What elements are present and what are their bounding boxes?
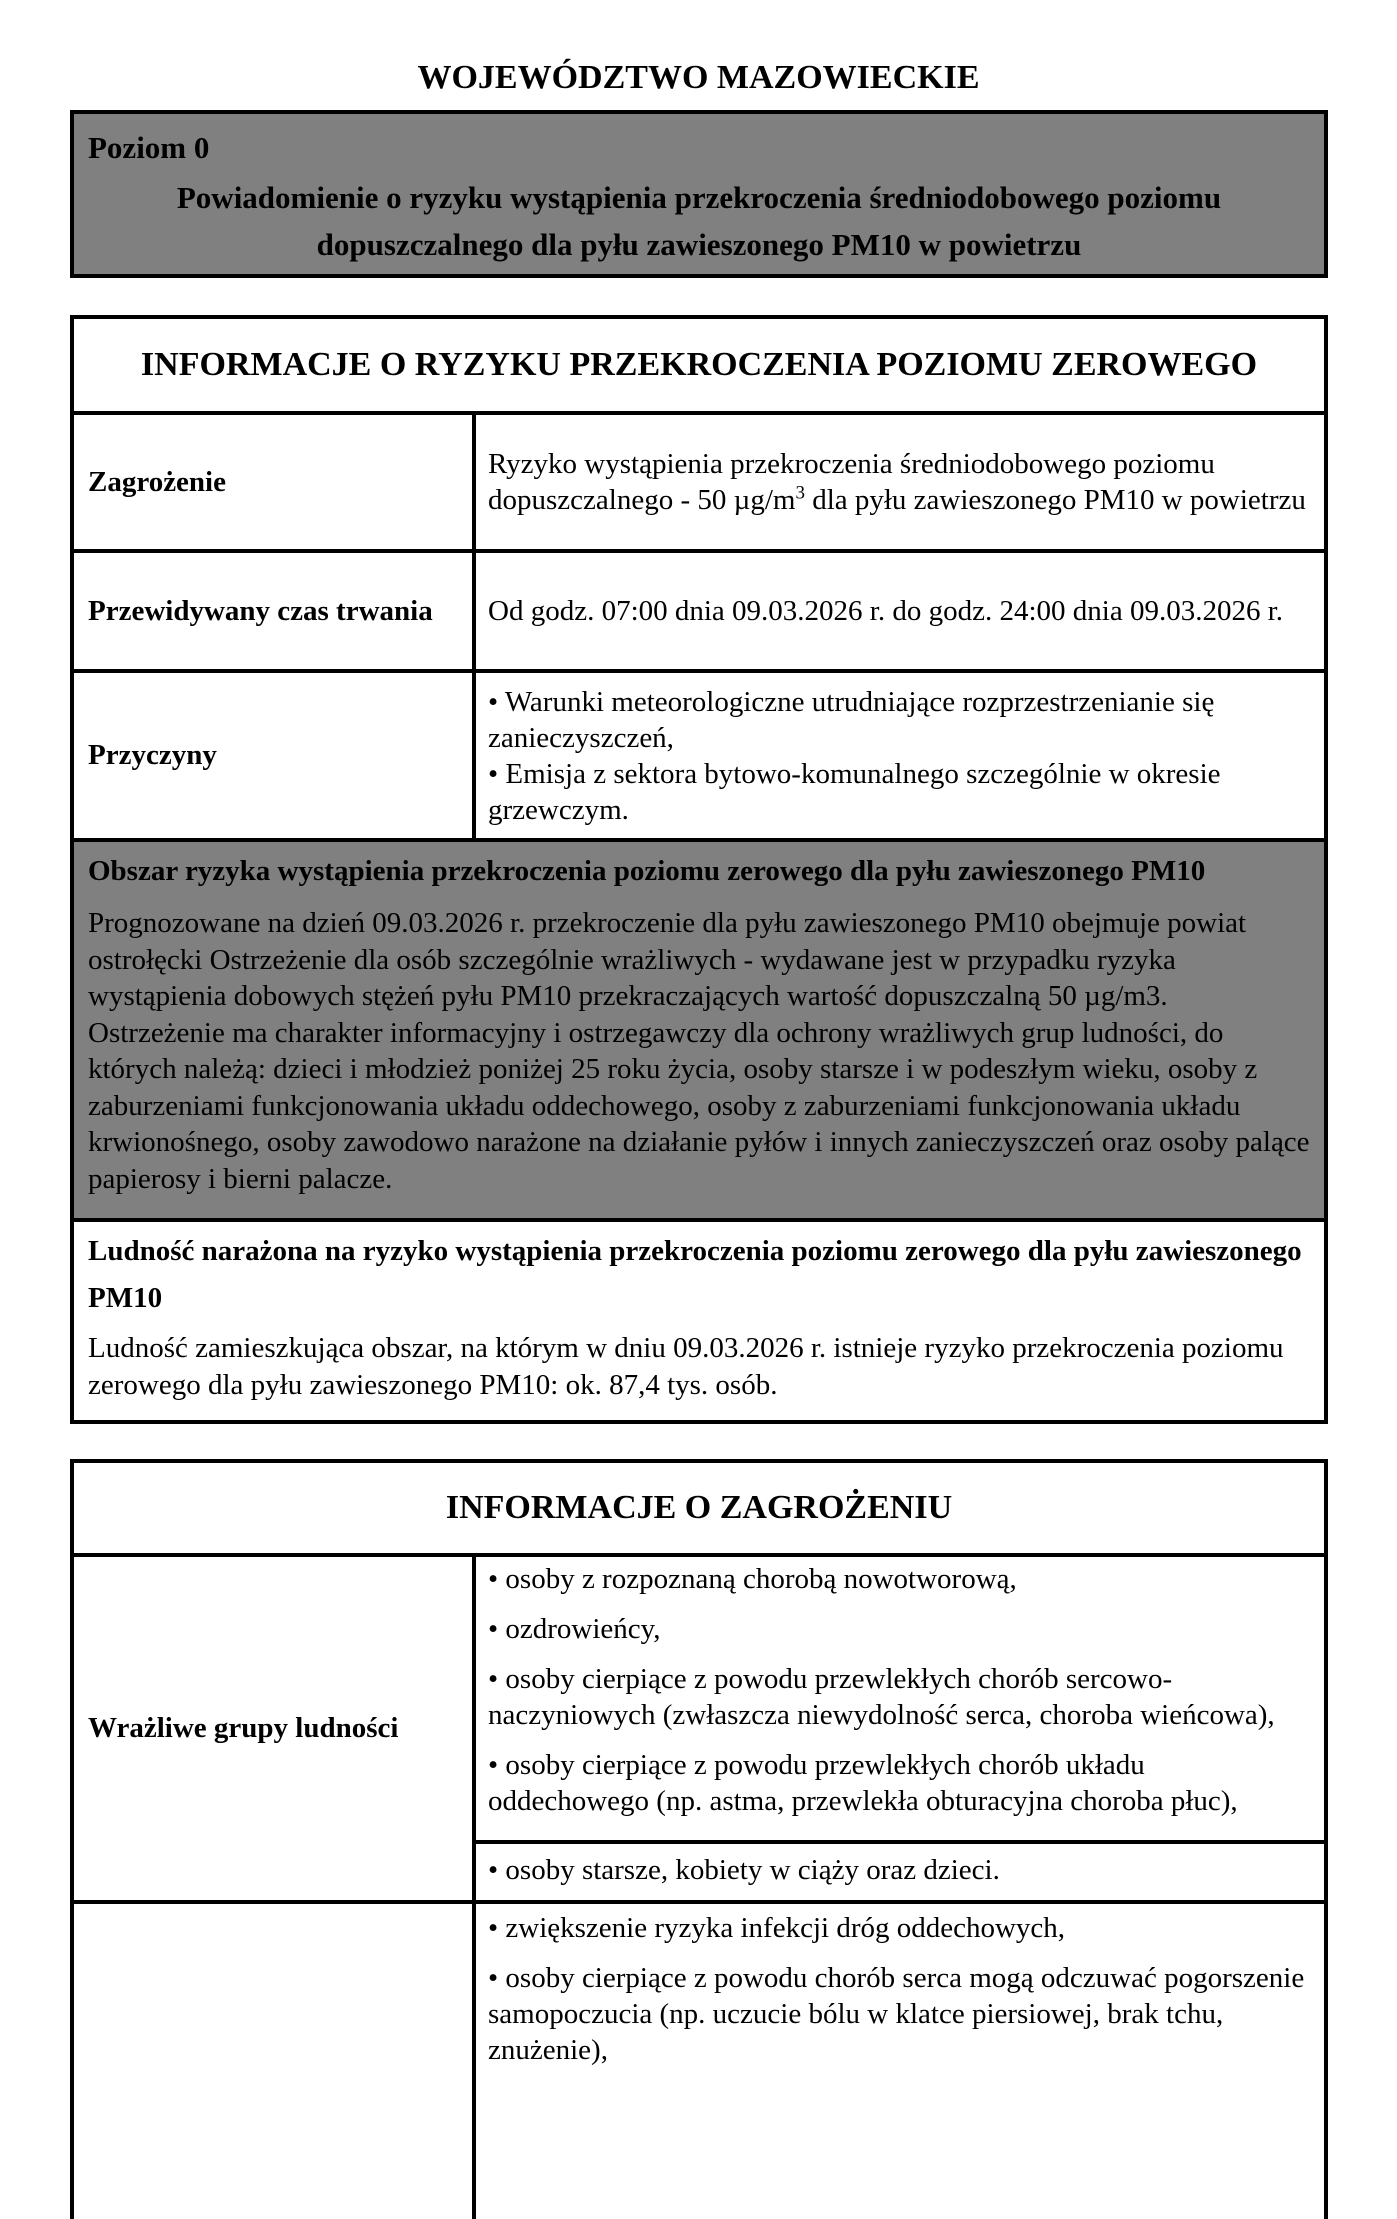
page-title: WOJEWÓDZTWO MAZOWIECKIE xyxy=(417,59,980,96)
alert-level-description: Powiadomienie o ryzyku wystąpienia przekroczenia średniodobowego poziomu dopuszczalnego dla pyłu zawieszonego PM10 w powietrzu xyxy=(176,180,1222,262)
exposed-population-section xyxy=(74,1218,1324,1420)
alert-level-label: Poziom 0 xyxy=(88,130,210,165)
vulnerable-groups-row xyxy=(74,1553,1324,1900)
threat-table-header: INFORMACJE O ZAGROŻENIU xyxy=(445,1489,953,1526)
threat-value-sup: 3 xyxy=(795,482,805,504)
vulnerable-group-item: • osoby cierpiące z powodu przewlekłych chorób sercowo-naczyniowych (zwłaszcza niewydolność serca, choroba wieńcowa), xyxy=(488,1663,1275,1731)
threat-row xyxy=(74,411,1324,549)
health-effects-label xyxy=(74,1904,476,2219)
cause-item: • Emisja z sektora bytowo-komunalnego szczególnie w okresie grzewczym. xyxy=(488,757,1221,826)
health-effect-item: • osoby cierpiące z powodu chorób serca mogą odczuwać pogorszenie samopoczucia (np. uczucie bólu w klatce piersiowej, brak tchu, znużenie), xyxy=(488,1962,1305,2066)
causes-value xyxy=(476,673,1324,838)
threat-value-text: Ryzyko wystąpienia przekroczenia średniodobowego poziomu dopuszczalnego - 50 µg/m xyxy=(488,448,1215,516)
threat-label: Zagrożenie xyxy=(74,415,476,549)
duration-row xyxy=(74,549,1324,669)
risk-table-header: INFORMACJE O RYZYKU PRZEKROCZENIA POZIOMU ZEROWEGO xyxy=(140,346,1258,383)
threat-value-text-end: dla pyłu zawieszonego PM10 w powietrzu xyxy=(804,484,1306,516)
cause-item: • Warunki meteorologiczne utrudniające rozprzestrzenianie się zanieczyszczeń, xyxy=(488,685,1215,754)
exposed-population-text: Ludność zamieszkująca obszar, na którym w dniu 09.03.2026 r. istnieje ryzyko przekroczenia poziomu zerowego dla pyłu zawieszonego PM10: ok. 87,4 tys. osób. xyxy=(88,1332,1284,1401)
exposed-population-title: Ludność narażona na ryzyko wystąpienia przekroczenia poziomu zerowego dla pyłu zawieszonego PM10 xyxy=(88,1235,1302,1314)
vulnerable-groups-label: Wrażliwe grupy ludności xyxy=(74,1557,476,1900)
causes-row xyxy=(74,669,1324,838)
vulnerable-group-extra: • osoby starsze, kobiety w ciąży oraz dzieci. xyxy=(476,1840,1324,1900)
risk-info-table xyxy=(70,315,1328,1424)
health-effects-row xyxy=(74,1900,1324,2219)
alert-level-box xyxy=(70,110,1328,278)
health-effects-list xyxy=(476,1904,1324,2219)
risk-area-title: Obszar ryzyka wystąpienia przekroczenia poziomu zerowego dla pyłu zawieszonego PM10 xyxy=(88,855,1206,887)
risk-area-section xyxy=(74,838,1324,1218)
risk-area-text: Prognozowane na dzień 09.03.2026 r. przekroczenie dla pyłu zawieszonego PM10 obejmuje powiat ostrołęcki Ostrzeżenie dla osób szczególnie wrażliwych - wydawane jest w przypadku ryzyka wystąpienia dobowych stężeń pyłu PM10 przekraczających wartość dopuszczalną 50 µg/m3. Ostrzeżenie ma charakter informacyjny i ostrzegawczy dla ochrony wrażliwych grup ludności, do których należą: dzieci i młodzież poniżej 25 roku życia, osoby starsze i w podeszłym wieku, osoby z zaburzeniami funkcjonowania układu oddechowego, osoby z zaburzeniami funkcjonowania układu krwionośnego, osoby zawodowo narażone na działanie pyłów i innych zanieczyszczeń oraz osoby palące papierosy i bierni palacze. xyxy=(88,907,1310,1195)
duration-value: Od godz. 07:00 dnia 09.03.2026 r. do godz. 24:00 dnia 09.03.2026 r. xyxy=(488,595,1284,627)
vulnerable-group-item: • ozdrowieńcy, xyxy=(488,1613,661,1645)
health-effect-item: • zwiększenie ryzyka infekcji dróg oddechowych, xyxy=(488,1912,1066,1944)
vulnerable-groups-list xyxy=(476,1557,1324,1844)
vulnerable-group-item: • osoby z rozpoznaną chorobą nowotworową, xyxy=(488,1563,1017,1595)
causes-label: Przyczyny xyxy=(74,673,476,838)
vulnerable-group-item: • osoby cierpiące z powodu przewlekłych chorób układu oddechowego (np. astma, przewlekła obturacyjna choroba płuc), xyxy=(488,1749,1238,1817)
threat-info-table xyxy=(70,1459,1328,2219)
threat-value xyxy=(476,415,1324,549)
duration-label: Przewidywany czas trwania xyxy=(74,553,476,669)
